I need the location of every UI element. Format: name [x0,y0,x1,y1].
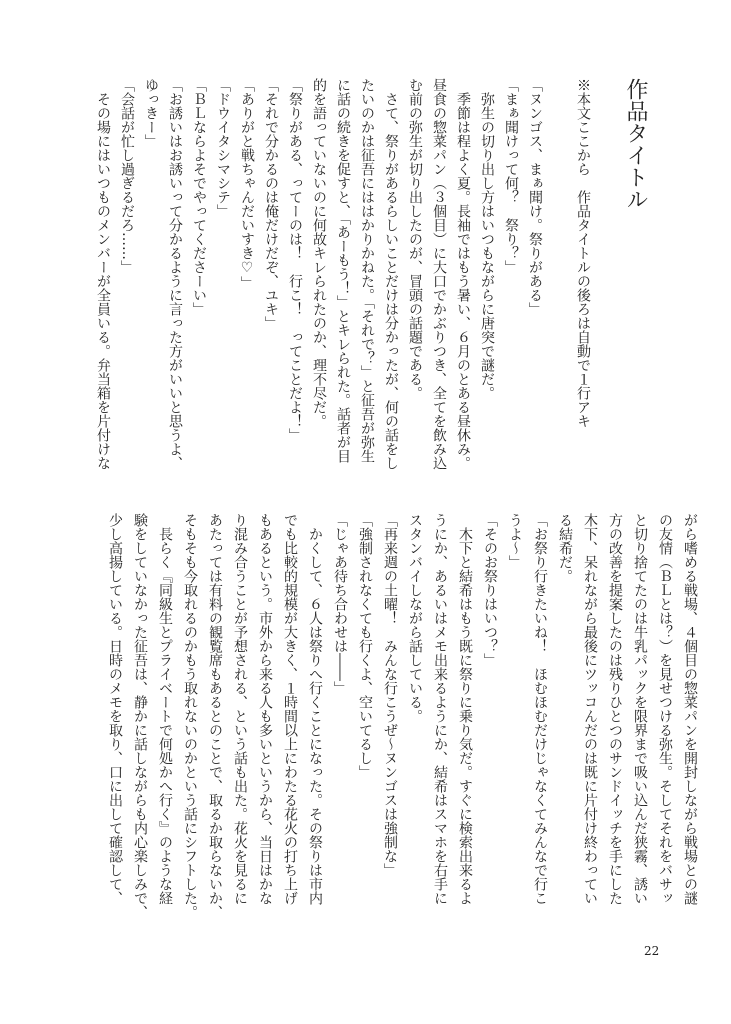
text-column: かくして、６人は祭りへ行くことになった。その祭りは市内 [307,513,323,905]
text-column: ※本文ここから 作品タイトルの後ろは自動で１行アキ [575,78,591,428]
text-column: ゆっきー」 [143,78,159,148]
text-column: 「会話が忙し過ぎるだろ……」 [119,78,135,274]
text-column: 少し高揚している。日時のメモを取り、口に出して確認して、 [107,513,123,905]
text-column: 「お祭り行きたいね！ ほむほむだけじゃなくてみんなで行こ [532,513,548,905]
text-column: 験をしていなかった征吾は、静かに話しながらも内心楽しみで、 [132,513,148,919]
text-column: たいのかは征吾にははかりかねた。「それで？」と征吾が弥生 [359,78,375,463]
text-column: む前の弥生が切り出したのが、冒頭の話題である。 [407,78,423,400]
text-column: 「ありがと戦ちゃんだいすき♡」 [239,78,255,290]
text-column: 弥生の切り出し方はいつもながらに唐突で謎だ。 [479,78,495,400]
text-column: 「再来週の土曜！ みんな行こうぜ～ヌンゴスは強制な」 [382,513,398,877]
text-column: でも比較的規模が大きく、１時間以上にわたる花火の打ち上げ [282,513,298,905]
text-column: る結希だ。 [557,513,573,583]
text-column: あたっては有料の観覧席もあるとのことで、取るか取らないか、 [207,513,223,919]
text-column: うよ～」 [507,513,523,569]
text-column: り混み合うことが予想される、という話も出た。花火を見るに [232,513,248,905]
text-column: 「そのお祭りはいつ？」 [482,513,498,667]
text-column [547,78,571,470]
text-column: うにか、あるいはメモ出来るようにか、結希はスマホを右手に [432,513,448,905]
text-column: 「それで分かるのは俺だけだぞ、ユキ」 [263,78,279,330]
text-column: の友情（ＢＬとは？）を見せつける弥生。そしてそれをバサッ [657,513,673,905]
text-column: 「じゃあ待ち合わせは――」 [332,513,348,695]
text-column: 昼食の惣菜パン（３個目）に大口でかぶりつき、全てを飲み込 [431,78,447,470]
text-column: もあるという。市外から来る人も多いというから、当日はかな [257,513,273,905]
text-column: 木下と結希はもう既に祭りに乗り気だ。すぐに検索出来るよ [457,513,473,905]
text-column: 「ＢＬならよそでやってくださーい」 [191,78,207,316]
text-column: 「強制されなくても行くよ、空いてるし」 [357,513,373,779]
text-column: 長らく『同級生とプライベートで何処かへ行く』のような経 [157,513,173,905]
text-column: 「ヌンゴス、まぁ聞け。祭りがある」 [527,78,543,316]
text-column: 季節は程よく夏。長袖ではもう暑い、６月のとある昼休み。 [455,78,471,470]
text-block-lower [102,513,702,919]
work-title: 作品タイトル [623,78,648,210]
text-column: スタンバイしながら話している。 [407,513,423,723]
text-column: さて、祭りがあるらしいことだけは分かったが、何の話をし [383,78,399,470]
text-column: 的を語っていないのに何故キレられたのか、理不尽だ。 [311,78,327,428]
text-column: 「まぁ聞けって何？ 祭り？」 [503,78,519,274]
text-column: がら嗜める戦場、４個目の惣菜パンを開封しながら戦場との謎 [682,513,698,905]
text-column: 「祭りがある、ってーのは！ 行こ！ ってことだよ！」 [287,78,303,442]
text-column: その場にはいつものメンバーが全員いる。弁当箱を片付けな [95,78,111,470]
text-column: そもそも今取れるのかもう取れないのかという話にシフトした。 [182,513,198,919]
text-column: 方の改善を提案したのは残りひとつのサンドイッチを手にした [607,513,623,905]
text-column: 「お誘いはお誘いって分かるように言った方がいいと思うよ、 [167,78,183,470]
text-column: と切り捨てたのは牛乳パックを限界まで吸い込んだ狭霧、誘い [632,513,648,905]
text-block-upper [91,78,595,470]
text-column: に話の続きを促すと、「あーもう！」とキレられた。話者が目 [335,78,351,463]
text-column: 「ドウイタシマシテ」 [215,78,231,218]
text-column: 木下、呆れながら最後にツッコんだのは既に片付け終わってい [582,513,598,905]
page-number: 22 [644,944,660,958]
